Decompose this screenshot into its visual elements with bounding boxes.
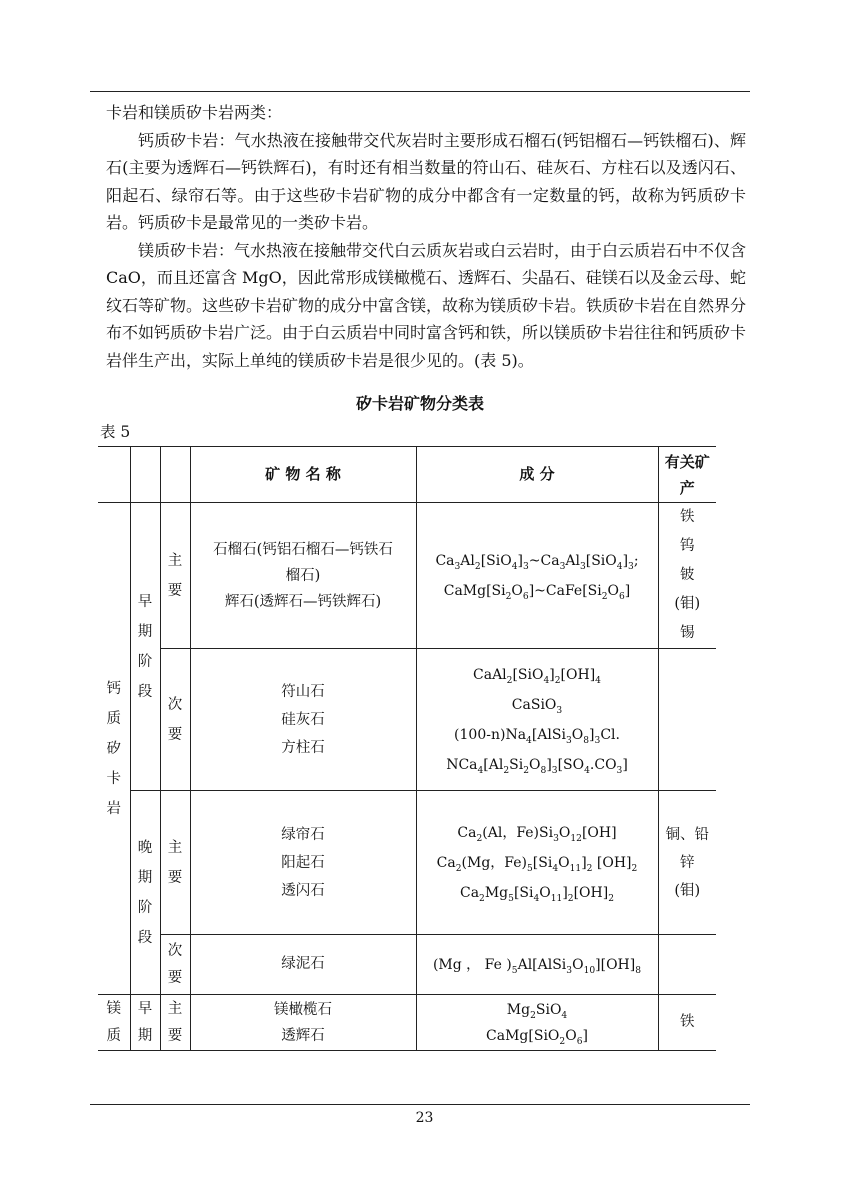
ore-cell-empty <box>658 935 716 995</box>
mineral-name: 镁橄榄石 <box>274 1001 332 1018</box>
stage-early: 早 期 阶 段 <box>130 503 160 791</box>
ore: 铁 <box>680 509 695 525</box>
mineral-names-cell <box>190 791 416 935</box>
ore: (钼) <box>674 882 701 899</box>
header-composition: 成 分 <box>416 447 658 503</box>
level-minor: 次 要 <box>160 649 190 791</box>
table-title: 矽卡岩矿物分类表 <box>355 394 484 413</box>
formula: $Ca_2Mg_5[Si_4O_{11}]_2[OH]_2$ <box>459 884 615 904</box>
ore: 锡 <box>680 625 695 641</box>
mineral-name: 透辉石 <box>281 1027 325 1044</box>
mineral-name: 透闪石 <box>281 882 325 899</box>
mineral-name: 绿泥石 <box>190 935 416 995</box>
paragraph-intro: 卡岩和镁质矽卡岩两类： <box>106 103 283 122</box>
mineral-name: 绿帘石 <box>281 826 325 843</box>
mineral-name: 辉石(透辉石—钙铁辉石) <box>224 593 382 610</box>
composition-cell: (Mg ， Fe )$_5Al[AlSi_3O_{10}][OH]_8$ <box>416 935 658 995</box>
formula: $Mg_2SiO_4$ <box>506 1001 568 1021</box>
mineral-name: 硅灰石 <box>281 711 325 728</box>
composition-cell <box>416 791 658 935</box>
formula: CaSiO$_3$ <box>511 696 563 716</box>
formula: $CaMg[Si_2O_6]\sim CaFe[Si_2O_6]$ <box>443 582 631 602</box>
group-magnesian: 镁 质 <box>98 995 130 1051</box>
level-main: 主 要 <box>160 791 190 935</box>
footer-rule <box>90 1104 750 1105</box>
ore: 铜、铅 <box>665 826 709 843</box>
ore-cell <box>658 791 716 935</box>
mineral-names-cell <box>190 995 416 1051</box>
stage-late: 晚 期 阶 段 <box>130 791 160 995</box>
level-minor: 次 要 <box>160 935 190 995</box>
skarn-mineral-table <box>98 446 716 1051</box>
composition-cell <box>416 503 658 649</box>
formula: $CaAl_2[SiO_4]_2[OH]_4$ <box>473 666 601 686</box>
ore-cell-empty <box>658 649 716 791</box>
level-main: 主 要 <box>160 995 190 1051</box>
formula: $Ca_2(Mg$，$Fe)_5[Si_4O_{11}]_2$ $[OH]_2$ <box>436 854 638 874</box>
table-row <box>98 935 716 995</box>
paragraph-magnesian-skarn: 镁质矽卡岩：气水热液在接触带交代白云质灰岩或白云岩时，由于白云质岩石中不仅含 CaO，而且还富含 MgO，因此常形成镁橄榄石、透辉石、尖晶石、硅镁石以及金云母、蛇纹石等矿物。这些矽卡岩矿物的成分中富含镁，故称为镁质矽卡岩。铁质矽卡岩在自然界分布不如钙质矽卡岩广泛。由于白云质岩中同时富含钙和铁，所以镁质矽卡岩往往和钙质矽卡岩伴生产出，实际上单纯的镁质矽卡岩是很少见的。(表 5)。 <box>106 240 747 370</box>
ore-cell: 铁 <box>658 995 716 1051</box>
mineral-name: 石榴石(钙铝石榴石—钙铁石 <box>213 541 393 558</box>
table-row <box>98 503 716 649</box>
group-calcic-skarn: 钙 质 矽 卡 岩 <box>98 503 130 995</box>
ore: 锌 <box>680 854 695 871</box>
formula: $Ca_2(Al$，$Fe)Si_3O_{12}[OH]$ <box>457 824 617 844</box>
body-text <box>106 99 746 374</box>
table-label: 表 5 <box>100 423 131 441</box>
ore: (钼) <box>674 596 701 612</box>
header-related-ore: 有关矿产 <box>658 447 716 503</box>
mineral-name: 符山石 <box>281 683 325 700</box>
mineral-name: 阳起石 <box>281 854 325 871</box>
stage-early: 早 期 <box>130 995 160 1051</box>
header-mineral-name: 矿 物 名 称 <box>190 447 416 503</box>
ore: 钨 <box>680 538 695 554</box>
table-row <box>98 995 716 1051</box>
level-main: 主 要 <box>160 503 190 649</box>
mineral-name: 方柱石 <box>281 739 325 756</box>
table-row <box>98 791 716 935</box>
mineral-names-cell <box>190 503 416 649</box>
paragraph-calcic-skarn: 钙质矽卡岩：气水热液在接触带交代灰岩时主要形成石榴石(钙铝榴石—钙铁榴石)、辉石(主要为透辉石—钙铁辉石)，有时还有相当数量的符山石、硅灰石、方柱石以及透闪石、阳起石、绿帘石等。由于这些矽卡岩矿物的成分中都含有一定数量的钙，故称为钙质矽卡岩。钙质矽卡是最常见的一类矽卡岩。 <box>106 130 746 232</box>
ore-cell <box>658 503 716 649</box>
mineral-names-cell <box>190 649 416 791</box>
composition-cell <box>416 649 658 791</box>
formula: $Ca_3Al_2[SiO_4]_3\sim Ca_3Al_3[SiO_4]_3$; <box>435 552 639 572</box>
table-row <box>98 649 716 791</box>
composition-cell <box>416 995 658 1051</box>
ore: 铍 <box>680 567 695 583</box>
mineral-name: 榴石) <box>285 567 321 584</box>
page-number: 23 <box>415 1110 434 1126</box>
table-header-row <box>98 447 716 503</box>
formula: $NCa_4[Al_2Si_2O_8]_3[SO_4.CO_3]$ <box>446 756 628 776</box>
formula: $(100-n)Na_4[AlSi_3O_8]_3Cl$. <box>454 726 620 746</box>
formula: $CaMg[SiO_2O_6]$ <box>486 1027 588 1047</box>
header-rule <box>90 91 750 92</box>
